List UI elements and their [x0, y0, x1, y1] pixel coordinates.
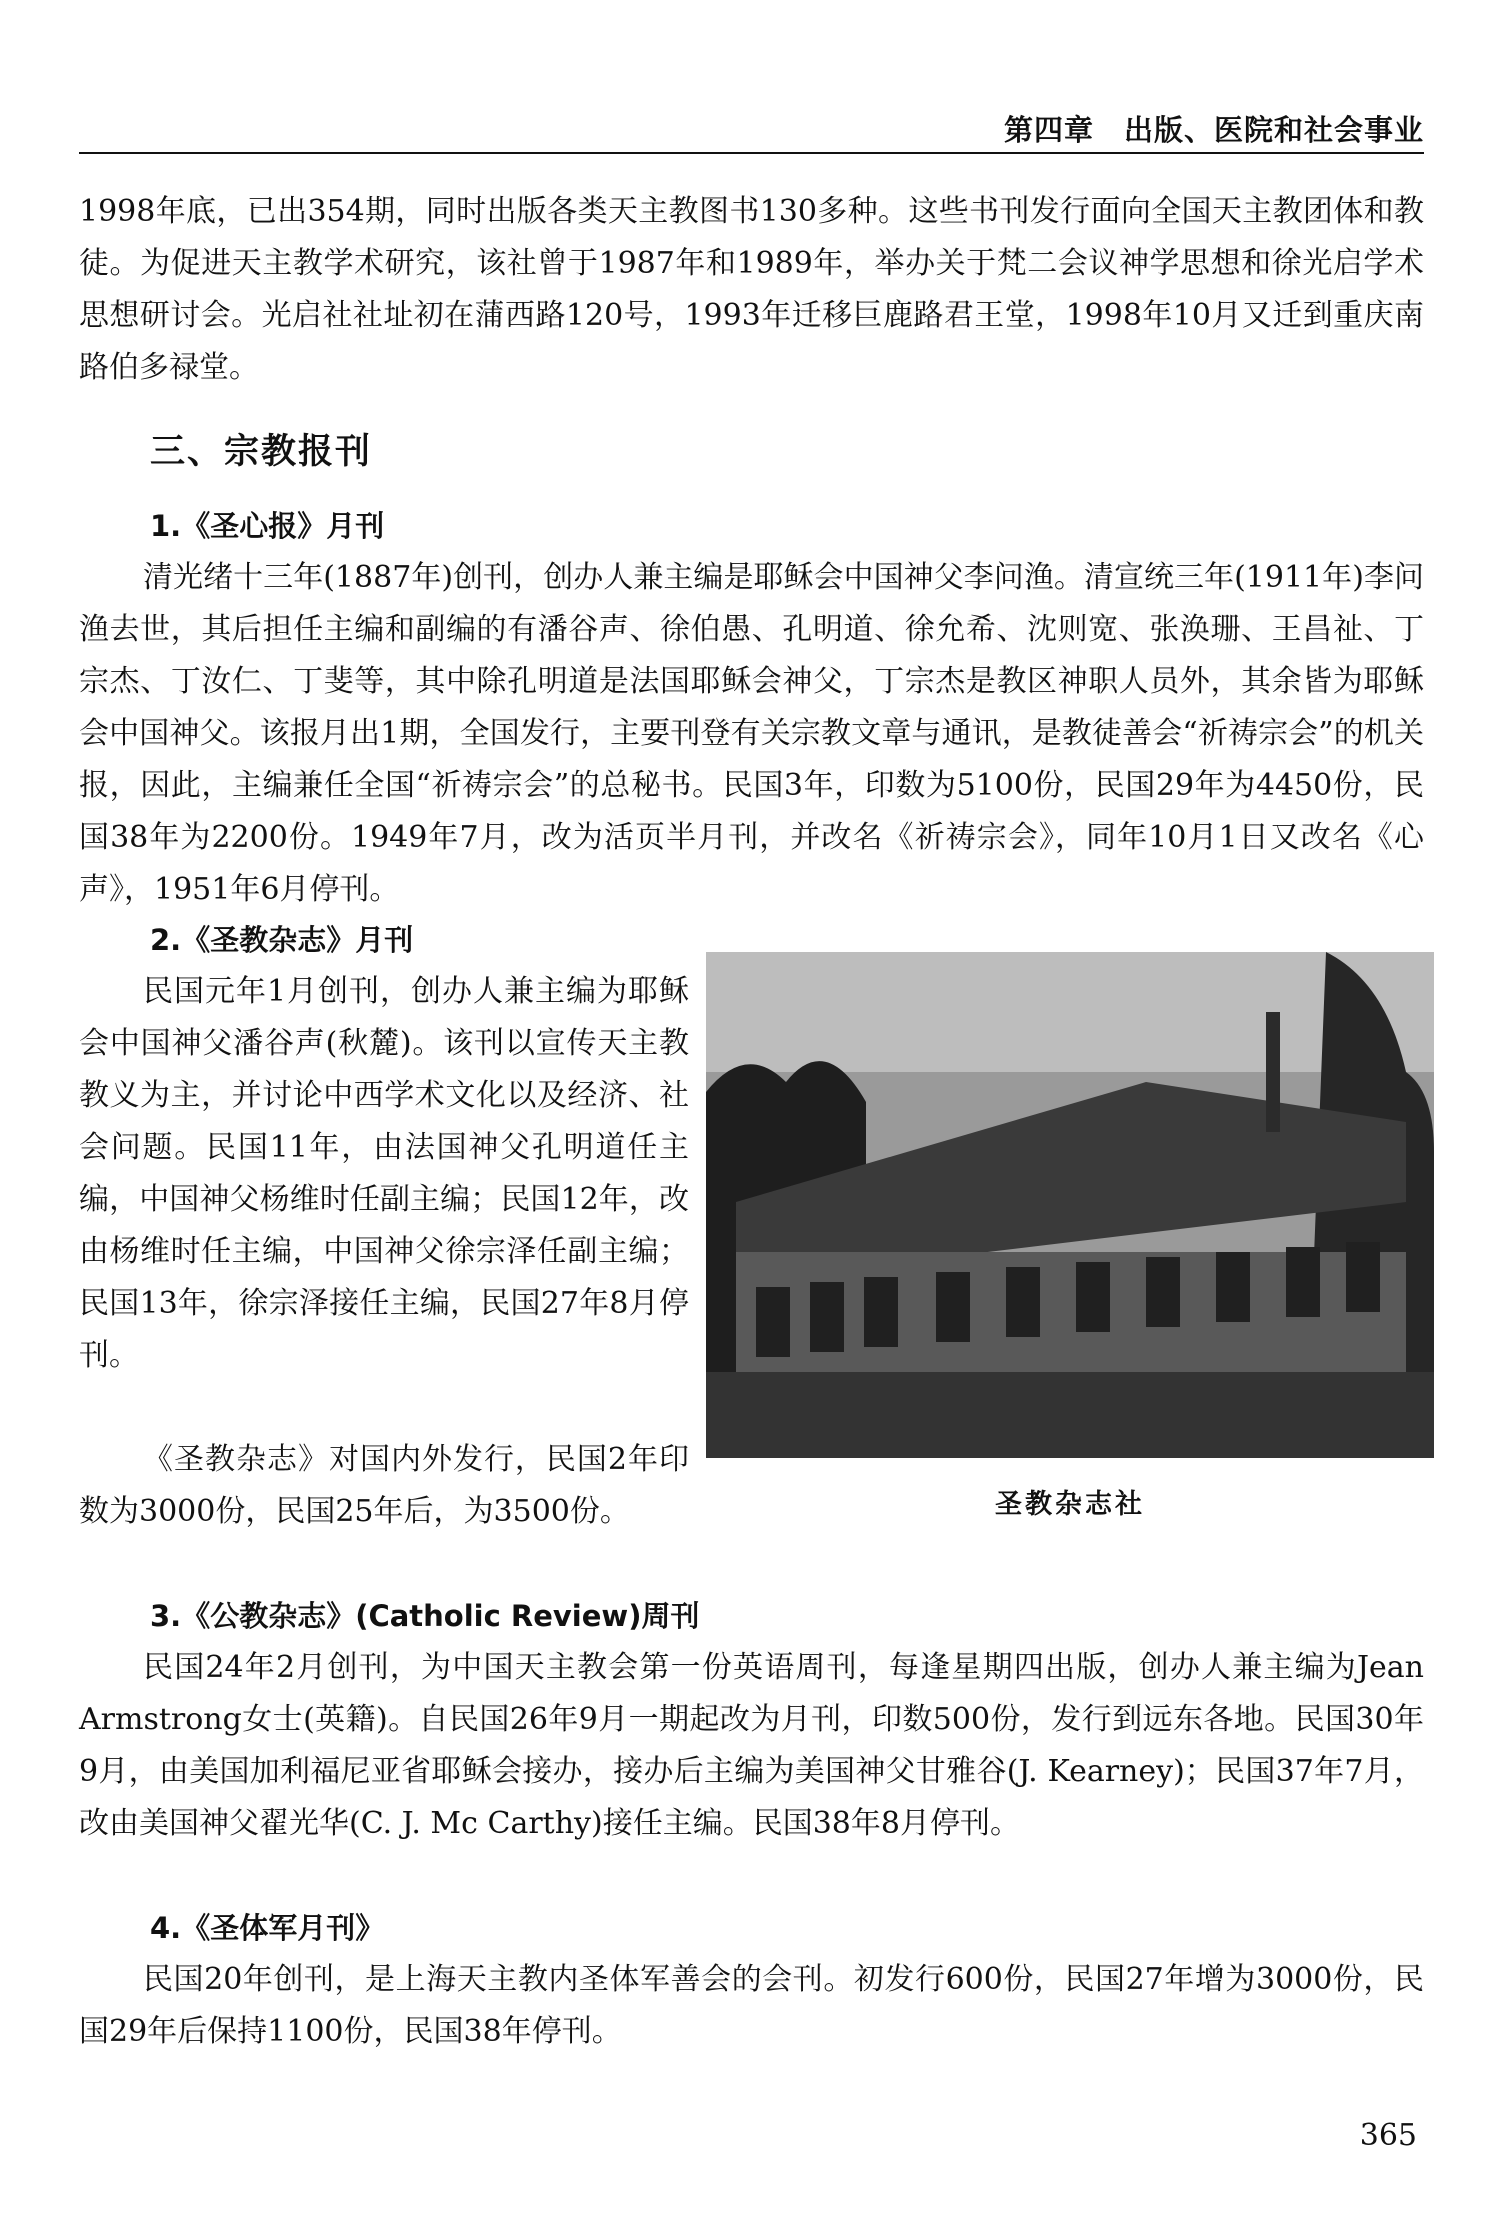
item-1-paragraph: 清光绪十三年(1887年)创刊，创办人兼主编是耶稣会中国神父李问渔。清宣统三年(1911年)李问渔去世，其后担任主编和副编的有潘谷声、徐伯愚、孔明道、徐允希、沈则宽、张涣珊、王昌祉、丁宗杰、丁汝仁、丁斐等，其中除孔明道是法国耶稣会神父，丁宗杰是教区神职人员外，其余皆为耶稣会中国神父。该报月出1期，全国发行，主要刊登有关宗教文章与通讯，是教徒善会“祈祷宗会”的机关报，因此，主编兼任全国“祈祷宗会”的总秘书。民国3年，印数为5100份，民国29年为4450份，民国38年为2200份。1949年7月，改为活页半月刊，并改名《祈祷宗会》，同年10月1日又改名《心声》，1951年6月停刊。	[79, 560, 1424, 907]
church-building-image	[706, 952, 1434, 1458]
intro-paragraph: 1998年底，已出354期，同时出版各类天主教图书130多种。这些书刊发行面向全国天主教团体和教徒。为促进天主教学术研究，该社曾于1987年和1989年，举办关于梵二会议神学思想和徐光启学术思想研讨会。光启社社址初在蒲西路120号，1993年迁移巨鹿路君王堂，1998年10月又迁到重庆南路伯多禄堂。	[79, 194, 1424, 385]
item-2-paragraph-1: 民国元年1月创刊，创办人兼主编为耶稣会中国神父潘谷声(秋麓)。该刊以宣传天主教教义为主，并讨论中西学术文化以及经济、社会问题。民国11年，由法国神父孔明道任主编，中国神父杨维时任副主编；民国12年，改由杨维时任主编，中国神父徐宗泽任副主编；民国13年，徐宗泽接任主编，民国27年8月停刊。	[79, 974, 689, 1373]
church-photo	[706, 952, 1434, 1458]
item-2-title: 2.《圣教杂志》月刊	[150, 923, 414, 957]
page-number: 365	[1359, 2118, 1417, 2153]
section-title: 三、宗教报刊	[150, 432, 373, 472]
item-4-title: 4.《圣体军月刊》	[150, 1911, 385, 1945]
item-3-paragraph: 民国24年2月创刊，为中国天主教会第一份英语周刊，每逢星期四出版，创办人兼主编为Jean Armstrong女士(英籍)。自民国26年9月一期起改为月刊，印数500份，发行到远东各地。民国30年9月，由美国加利福尼亚省耶稣会接办，接办后主编为美国神父甘雅谷(J. Kearney)；民国37年7月，改由美国神父翟光华(C. J. Mc Carthy)接任主编。民国38年8月停刊。	[79, 1650, 1424, 1841]
item-3-title: 3.《公教杂志》(Catholic Review)周刊	[150, 1599, 700, 1633]
item-1-title: 1.《圣心报》月刊	[150, 509, 385, 543]
running-header: 第四章 出版、医院和社会事业	[1003, 113, 1424, 147]
photo-caption: 圣教杂志社	[995, 1489, 1145, 1520]
item-2-paragraph-2: 《圣教杂志》对国内外发行，民国2年印数为3000份，民国25年后，为3500份。	[79, 1442, 689, 1529]
item-4-paragraph: 民国20年创刊，是上海天主教内圣体军善会的会刊。初发行600份，民国27年增为3000份，民国29年后保持1100份，民国38年停刊。	[79, 1962, 1424, 2049]
header-rule	[79, 152, 1424, 154]
